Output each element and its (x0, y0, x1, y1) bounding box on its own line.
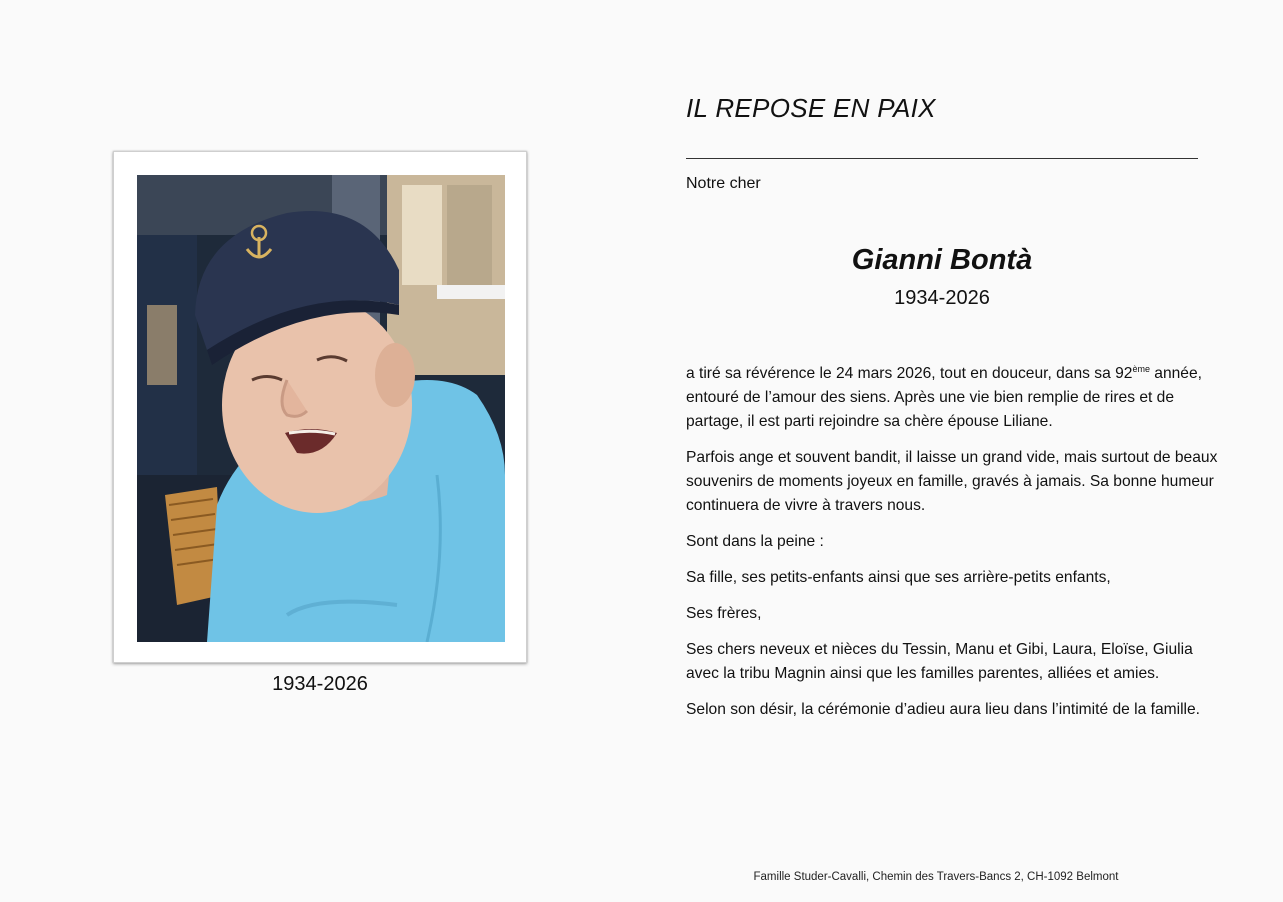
footer-address: Famille Studer-Cavalli, Chemin des Travers-Bancs 2, CH-1092 Belmont (753, 871, 1119, 883)
paragraph-mourners-intro: Sont dans la peine : (686, 533, 824, 550)
portrait-illustration (137, 175, 505, 642)
superscript-text: ème (1132, 364, 1150, 374)
portrait-photo (137, 175, 505, 642)
paragraph-ceremony: Selon son désir, la cérémonie d’adieu aura lieu dans l’intimité de la famille. (686, 701, 1201, 718)
paragraph-brothers: Ses frères, (686, 605, 762, 622)
deceased-name: Gianni Bontà (851, 244, 1033, 276)
life-dates: 1934-2026 (894, 287, 990, 309)
paragraph-children: Sa fille, ses petits-enfants ainsi que ses arrière-petits enfants, (686, 569, 1111, 586)
divider-line (686, 158, 1198, 159)
paragraph-text: a tiré sa révérence le 24 mars 2026, tout en douceur, dans sa 92 (686, 365, 1133, 382)
paragraph-memory: Parfois ange et souvent bandit, il laisse un grand vide, mais surtout de beaux souvenirs de moments joyeux en famille, gravés à jamais. Sa bonne humeur continuera de vivre à travers nous. (686, 449, 1218, 514)
paragraph-text: année, entouré de l’amour des siens. Après une vie bien remplie de rires et de partage, il est parti rejoindre sa chère épouse Liliane. (686, 365, 1202, 430)
paragraph-relatives: Ses chers neveux et nièces du Tessin, Manu et Gibi, Laura, Eloïse, Giulia avec la tribu Magnin ainsi que les familles parentes, alliées et amies. (686, 641, 1193, 682)
announcement-body (686, 362, 1226, 734)
photo-frame (113, 151, 527, 663)
photo-caption: 1934-2026 (272, 673, 368, 695)
intro-text: Notre cher (686, 175, 761, 192)
paragraph-announcement (686, 362, 1226, 434)
page-heading: IL REPOSE EN PAIX (686, 93, 936, 123)
